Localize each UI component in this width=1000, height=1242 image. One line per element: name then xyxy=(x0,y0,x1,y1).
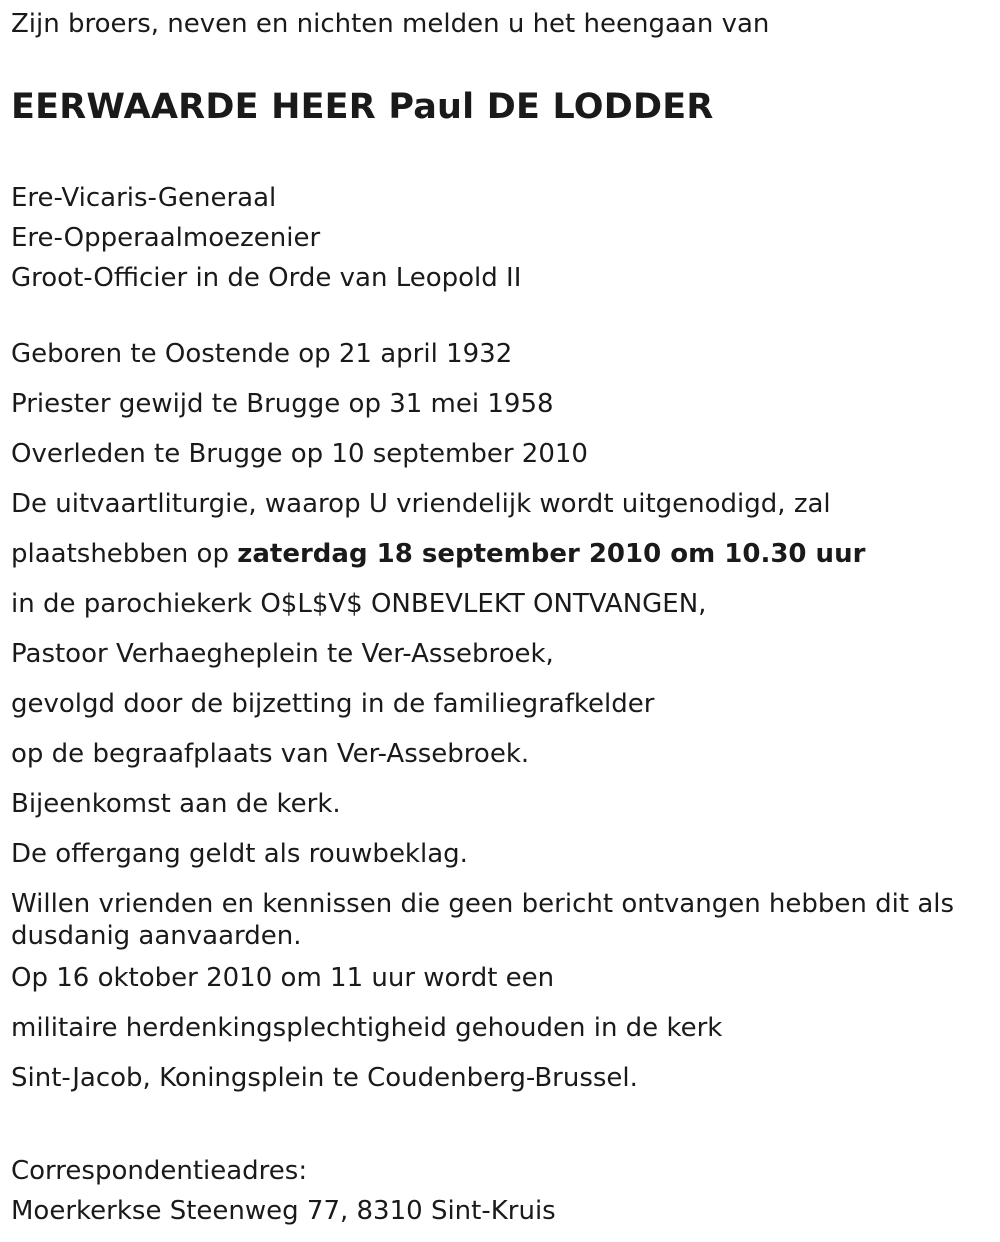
birth-line: Geboren te Oostende op 21 april 1932 xyxy=(11,339,513,369)
correspondence-block xyxy=(11,1151,556,1231)
cemetery-line: op de begraafplaats van Ver-Assebroek. xyxy=(11,739,530,769)
title-line: Groot-Officier in de Orde van Leopold II xyxy=(11,263,522,293)
funeral-date-prefix: plaatshebben op xyxy=(11,539,238,569)
offering-line: De offergang geldt als rouwbeklag. xyxy=(11,839,468,869)
church-line: in de parochiekerk O$L$V$ ONBEVLEKT ONTVANGEN, xyxy=(11,589,707,619)
ordination-line: Priester gewijd te Brugge op 31 mei 1958 xyxy=(11,389,554,419)
deceased-name: EERWAARDE HEER Paul DE LODDER xyxy=(11,87,714,127)
death-line: Overleden te Brugge op 10 september 2010 xyxy=(11,439,588,469)
memorial-line: Sint-Jacob, Koningsplein te Coudenberg-Brussel. xyxy=(11,1063,638,1093)
correspondence-address: Moerkerkse Steenweg 77, 8310 Sint-Kruis xyxy=(11,1196,556,1226)
funeral-date-line xyxy=(11,538,981,588)
burial-line: gevolgd door de bijzetting in de familiegrafkelder xyxy=(11,689,655,719)
title-line: Ere-Vicaris-Generaal xyxy=(11,183,277,213)
notice-details xyxy=(11,338,981,1112)
gathering-line: Bijeenkomst aan de kerk. xyxy=(11,789,341,819)
funeral-invite-line: De uitvaartliturgie, waarop U vriendelijk wordt uitgenodigd, zal xyxy=(11,489,831,519)
intro-text: Zijn broers, neven en nichten melden u het heengaan van xyxy=(11,9,770,39)
church-address-line: Pastoor Verhaegheplein te Ver-Assebroek, xyxy=(11,639,554,669)
correspondence-label: Correspondentieadres: xyxy=(11,1156,308,1186)
memorial-line: militaire herdenkingsplechtigheid gehouden in de kerk xyxy=(11,1013,723,1043)
funeral-date: zaterdag 18 september 2010 om 10.30 uur xyxy=(237,539,866,569)
notice-paragraph: Willen vrienden en kennissen die geen bericht ontvangen hebben dit als dusdanig aanvaarden. xyxy=(11,889,955,951)
memorial-line: Op 16 oktober 2010 om 11 uur wordt een xyxy=(11,963,555,993)
title-line: Ere-Opperaalmoezenier xyxy=(11,223,321,253)
honorary-titles xyxy=(11,178,521,298)
